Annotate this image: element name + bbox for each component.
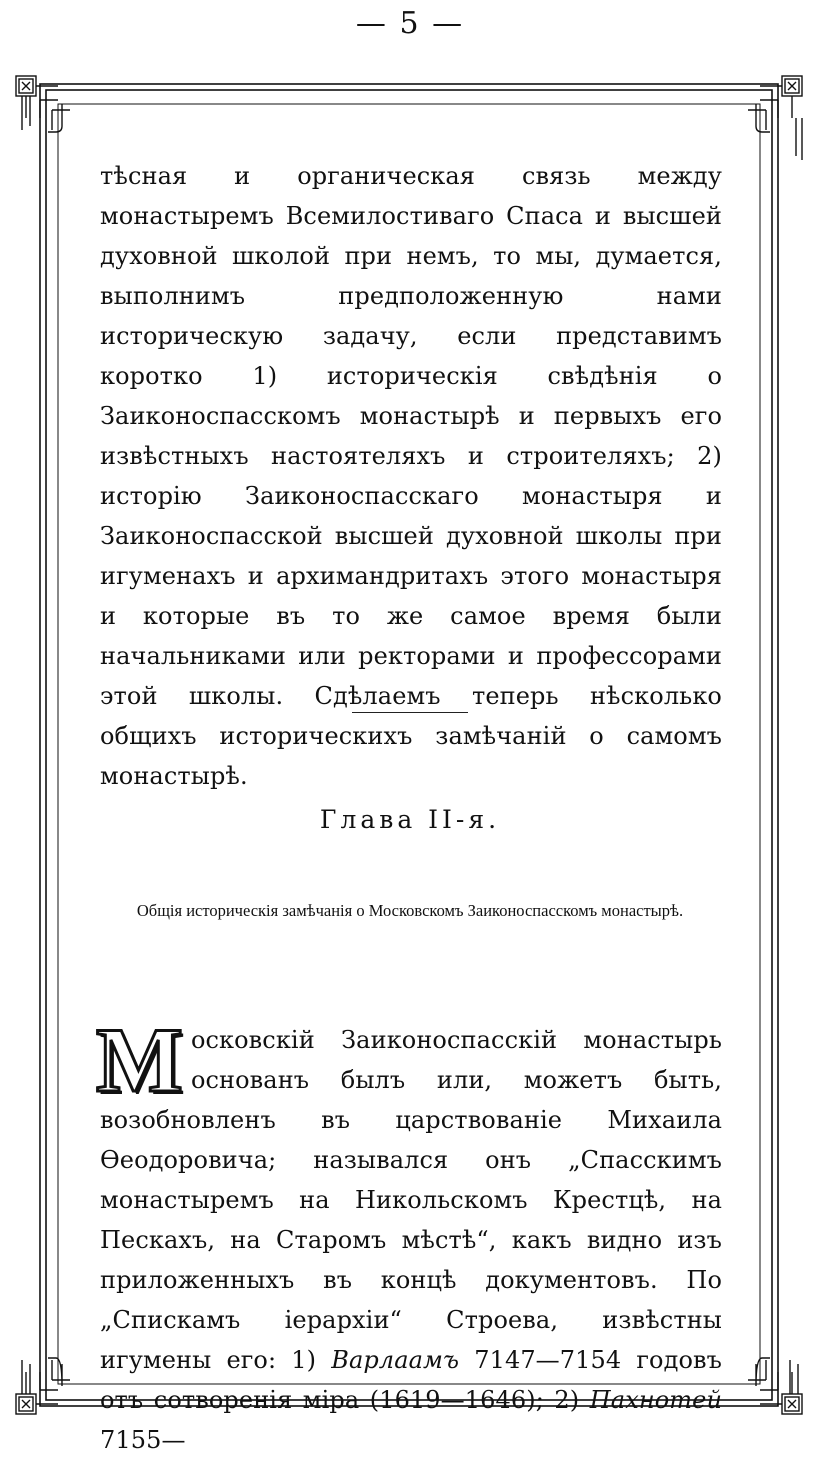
paragraph-text-part-2: 7147—7154 годовъ отъ сотворенія міра (1619—1646); 2) (100, 1346, 722, 1414)
chapter-subtitle: Общія историческія замѣчанія о Московскомъ Заиконоспасскомъ монастырѣ. (136, 901, 684, 920)
chapter-heading: Глава II-я. (319, 805, 501, 834)
page-number: — 5 — (355, 6, 465, 41)
corner-ornament-bottom-right (748, 1358, 802, 1414)
abbot-name-varlaam: Варлаамъ (331, 1346, 460, 1374)
paragraph-text-part-1: осковскій Заиконоспасскій монастырь основанъ былъ или, можетъ быть, возобновленъ въ царствованіе Михаила Ѳеодоровича; назывался онъ „Спасскимъ монастыремъ на Никольскомъ Крестцѣ, на Пескахъ, на Старомъ мѣстѣ“, какъ видно изъ приложенныхъ въ концѣ документовъ. По „Спискамъ іерархіи“ Строева, извѣстны игумены его: 1) (100, 1026, 722, 1374)
corner-ornament-top-right (748, 76, 802, 160)
corner-ornament-bottom-left (16, 1358, 70, 1414)
abbot-name-pakhnotey: Пахнотей (589, 1386, 722, 1414)
chapter-first-paragraph (96, 1009, 722, 1460)
drop-cap-letter: М (96, 1009, 183, 1111)
corner-ornament-top-left (16, 76, 70, 132)
section-separator-rule (352, 712, 468, 713)
paragraph-text-part-3: 7155— (100, 1426, 186, 1454)
opening-paragraph: тѣсная и органическая связь между монастыремъ Всемилостиваго Спаса и высшей духовной школой при немъ, то мы, думается, выполнимъ предположенную нами историческую задачу, если представимъ коротко 1) историческія свѣдѣнія о Заиконоспасскомъ монастырѣ и первыхъ его извѣстныхъ настоятеляхъ и строителяхъ; 2) исторію Заиконоспасскаго монастыря и Заиконоспасской высшей духовной школы при игуменахъ и архимандритахъ этого монастыря и которые въ то же самое время были начальниками или ректорами и профессорами этой школы. Сдѣлаемъ теперь нѣсколько общихъ историческихъ замѣчаній о самомъ монастырѣ. (100, 162, 722, 790)
